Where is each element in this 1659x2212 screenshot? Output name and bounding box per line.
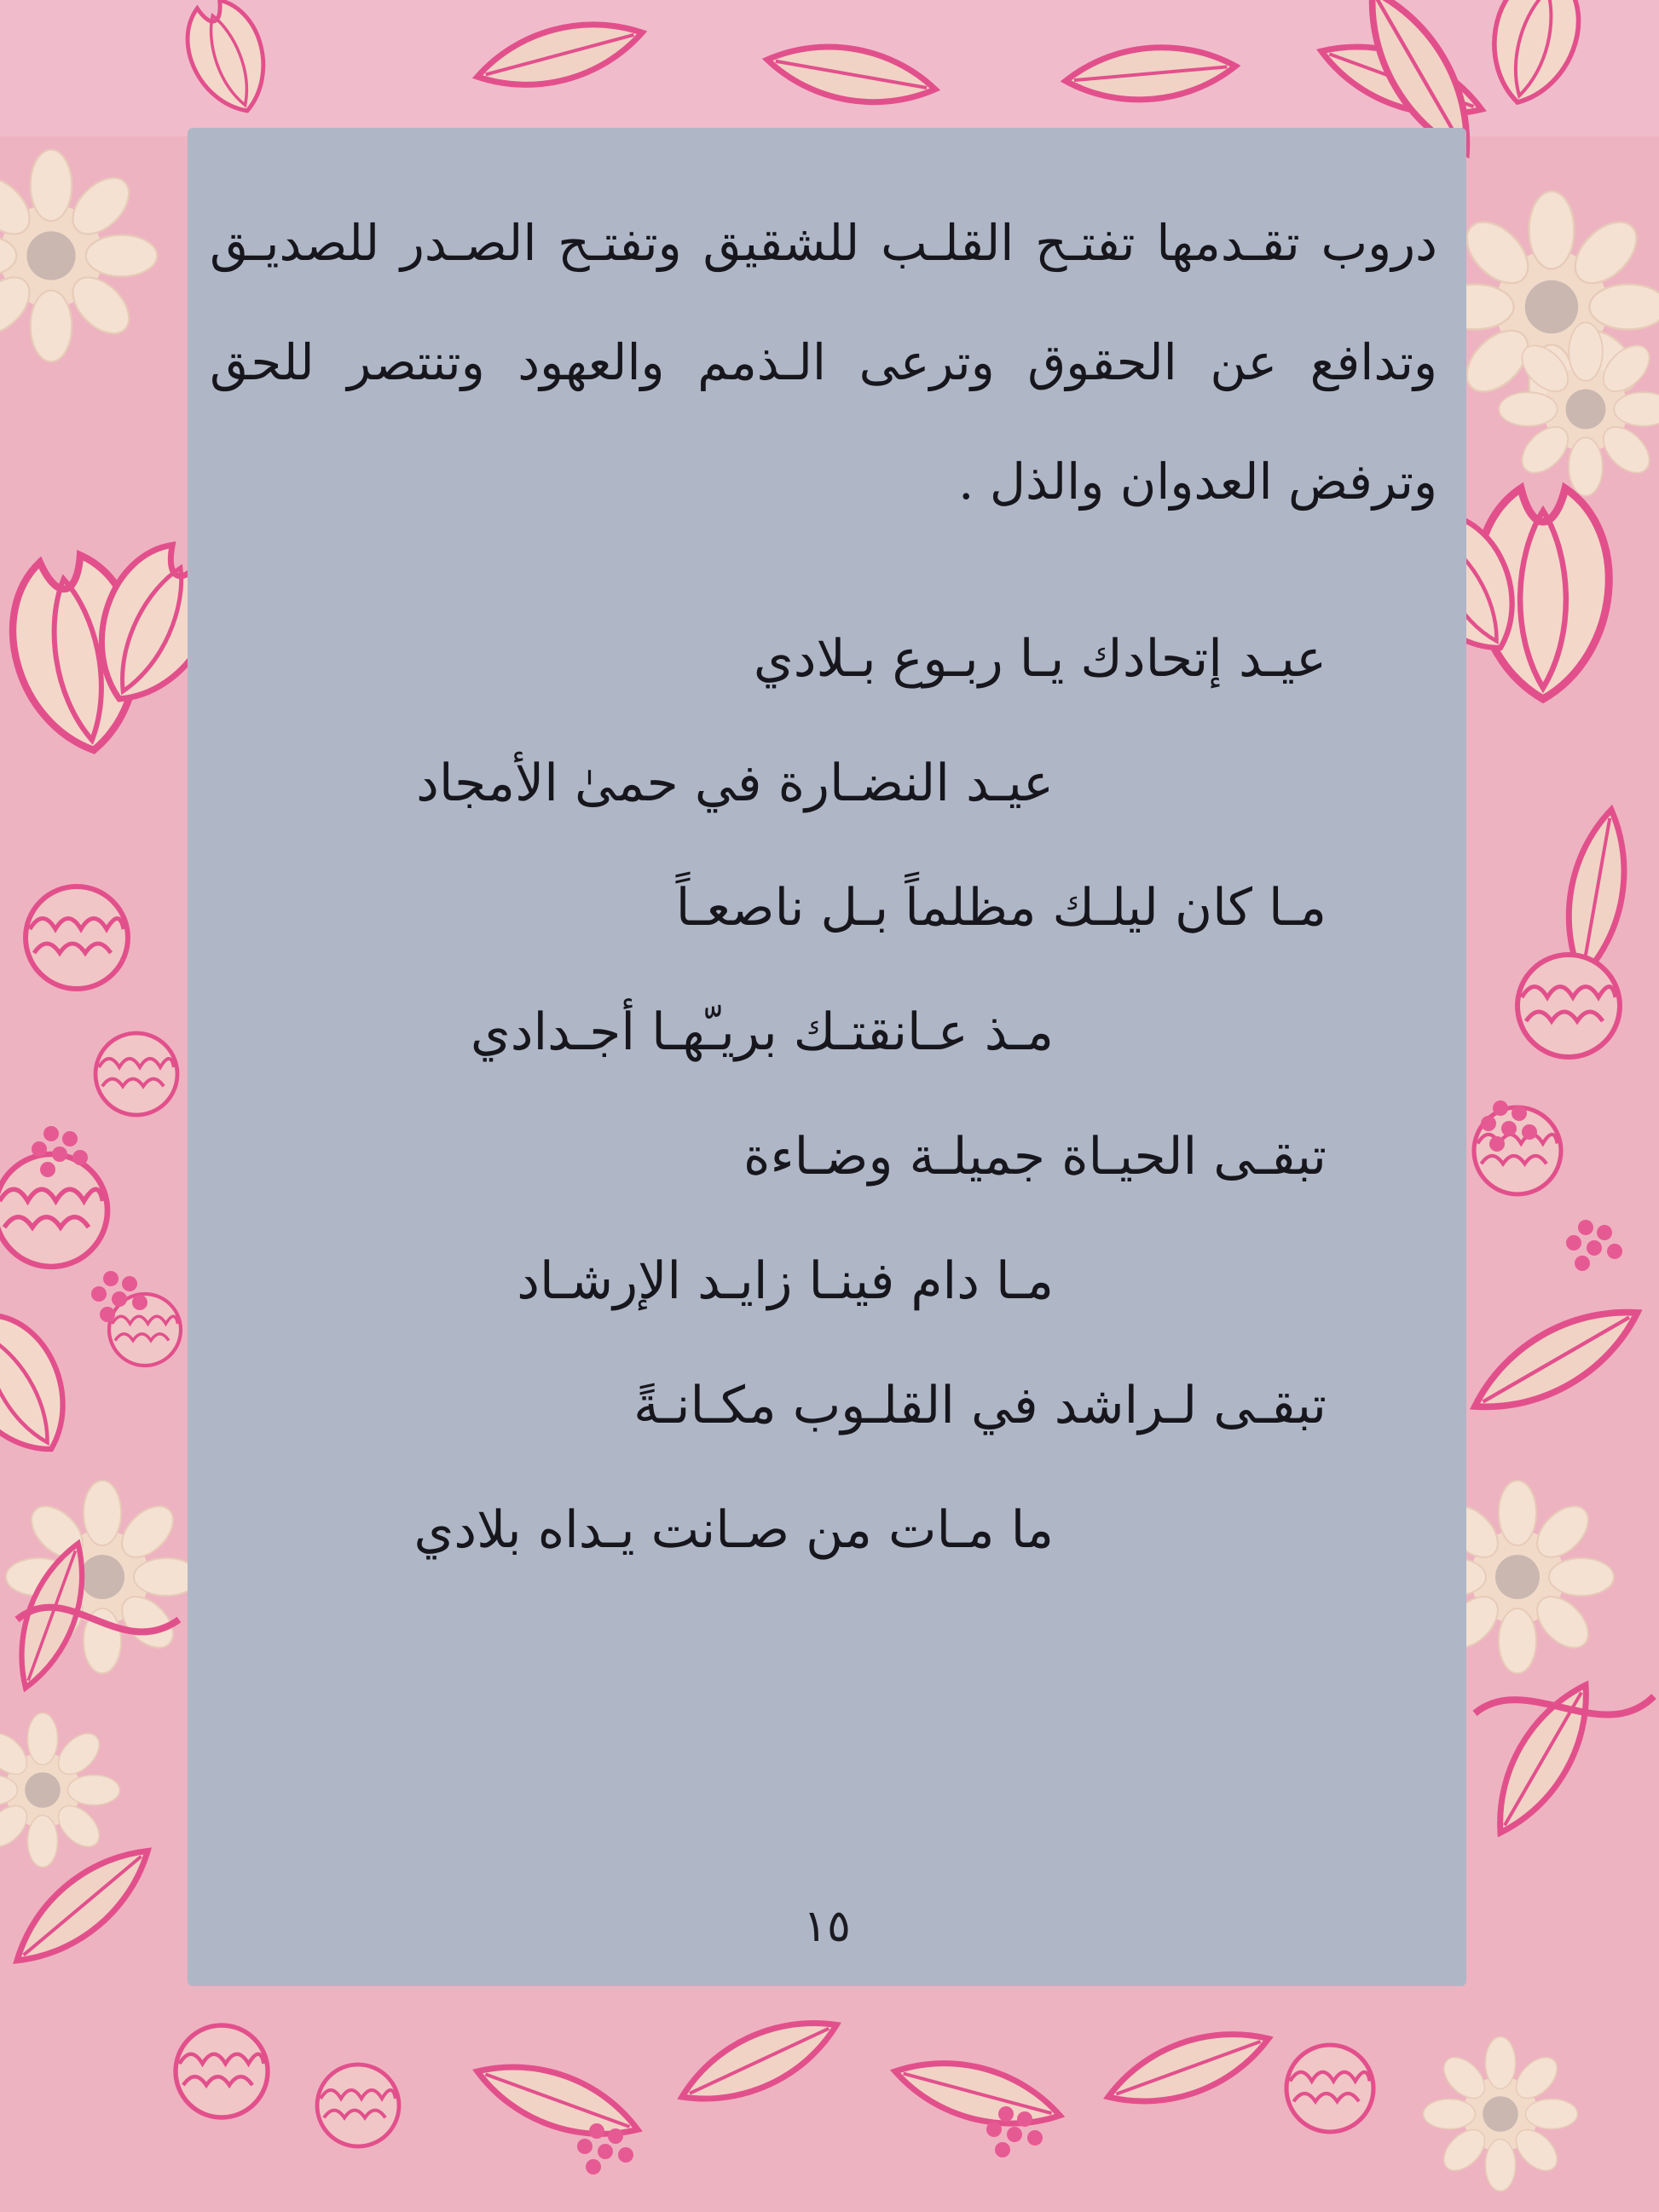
poem (218, 597, 1327, 1592)
poem-line: ما مـات من صـانت يـداه بلادي (413, 1500, 1054, 1560)
poem-line: مـا دام فينـا زايـد الإرشـاد (517, 1251, 1054, 1311)
poem-line: تبقـى الحيـاة جميلـة وضـاءة (743, 1127, 1327, 1187)
poem-line: مـذ عـانقتـك بريـّهـا أجـدادي (470, 1002, 1054, 1062)
poem-line: مـا كان ليلـك مظلماً بـل ناصعـاً (675, 878, 1327, 938)
intro-paragraph: دروب تقـدمها تفتـح القلـب للشقيق وتفتـح الصـدر للصديـق وتدافع عن الحقوق وترعى الـذمم والعهود وتنتصر للحق وترفض العدوان والذل . (210, 214, 1437, 511)
poem-line: تبقـى لـراشد في القلـوب مكـانـةً (633, 1376, 1327, 1435)
poem-line: عيـد إتحادك يـا ربـوع بـلادي (753, 629, 1327, 689)
page-number: ١٥ (803, 1901, 851, 1952)
poem-line: عيـد النضـارة في حمىٰ الأمجاد (416, 754, 1054, 813)
